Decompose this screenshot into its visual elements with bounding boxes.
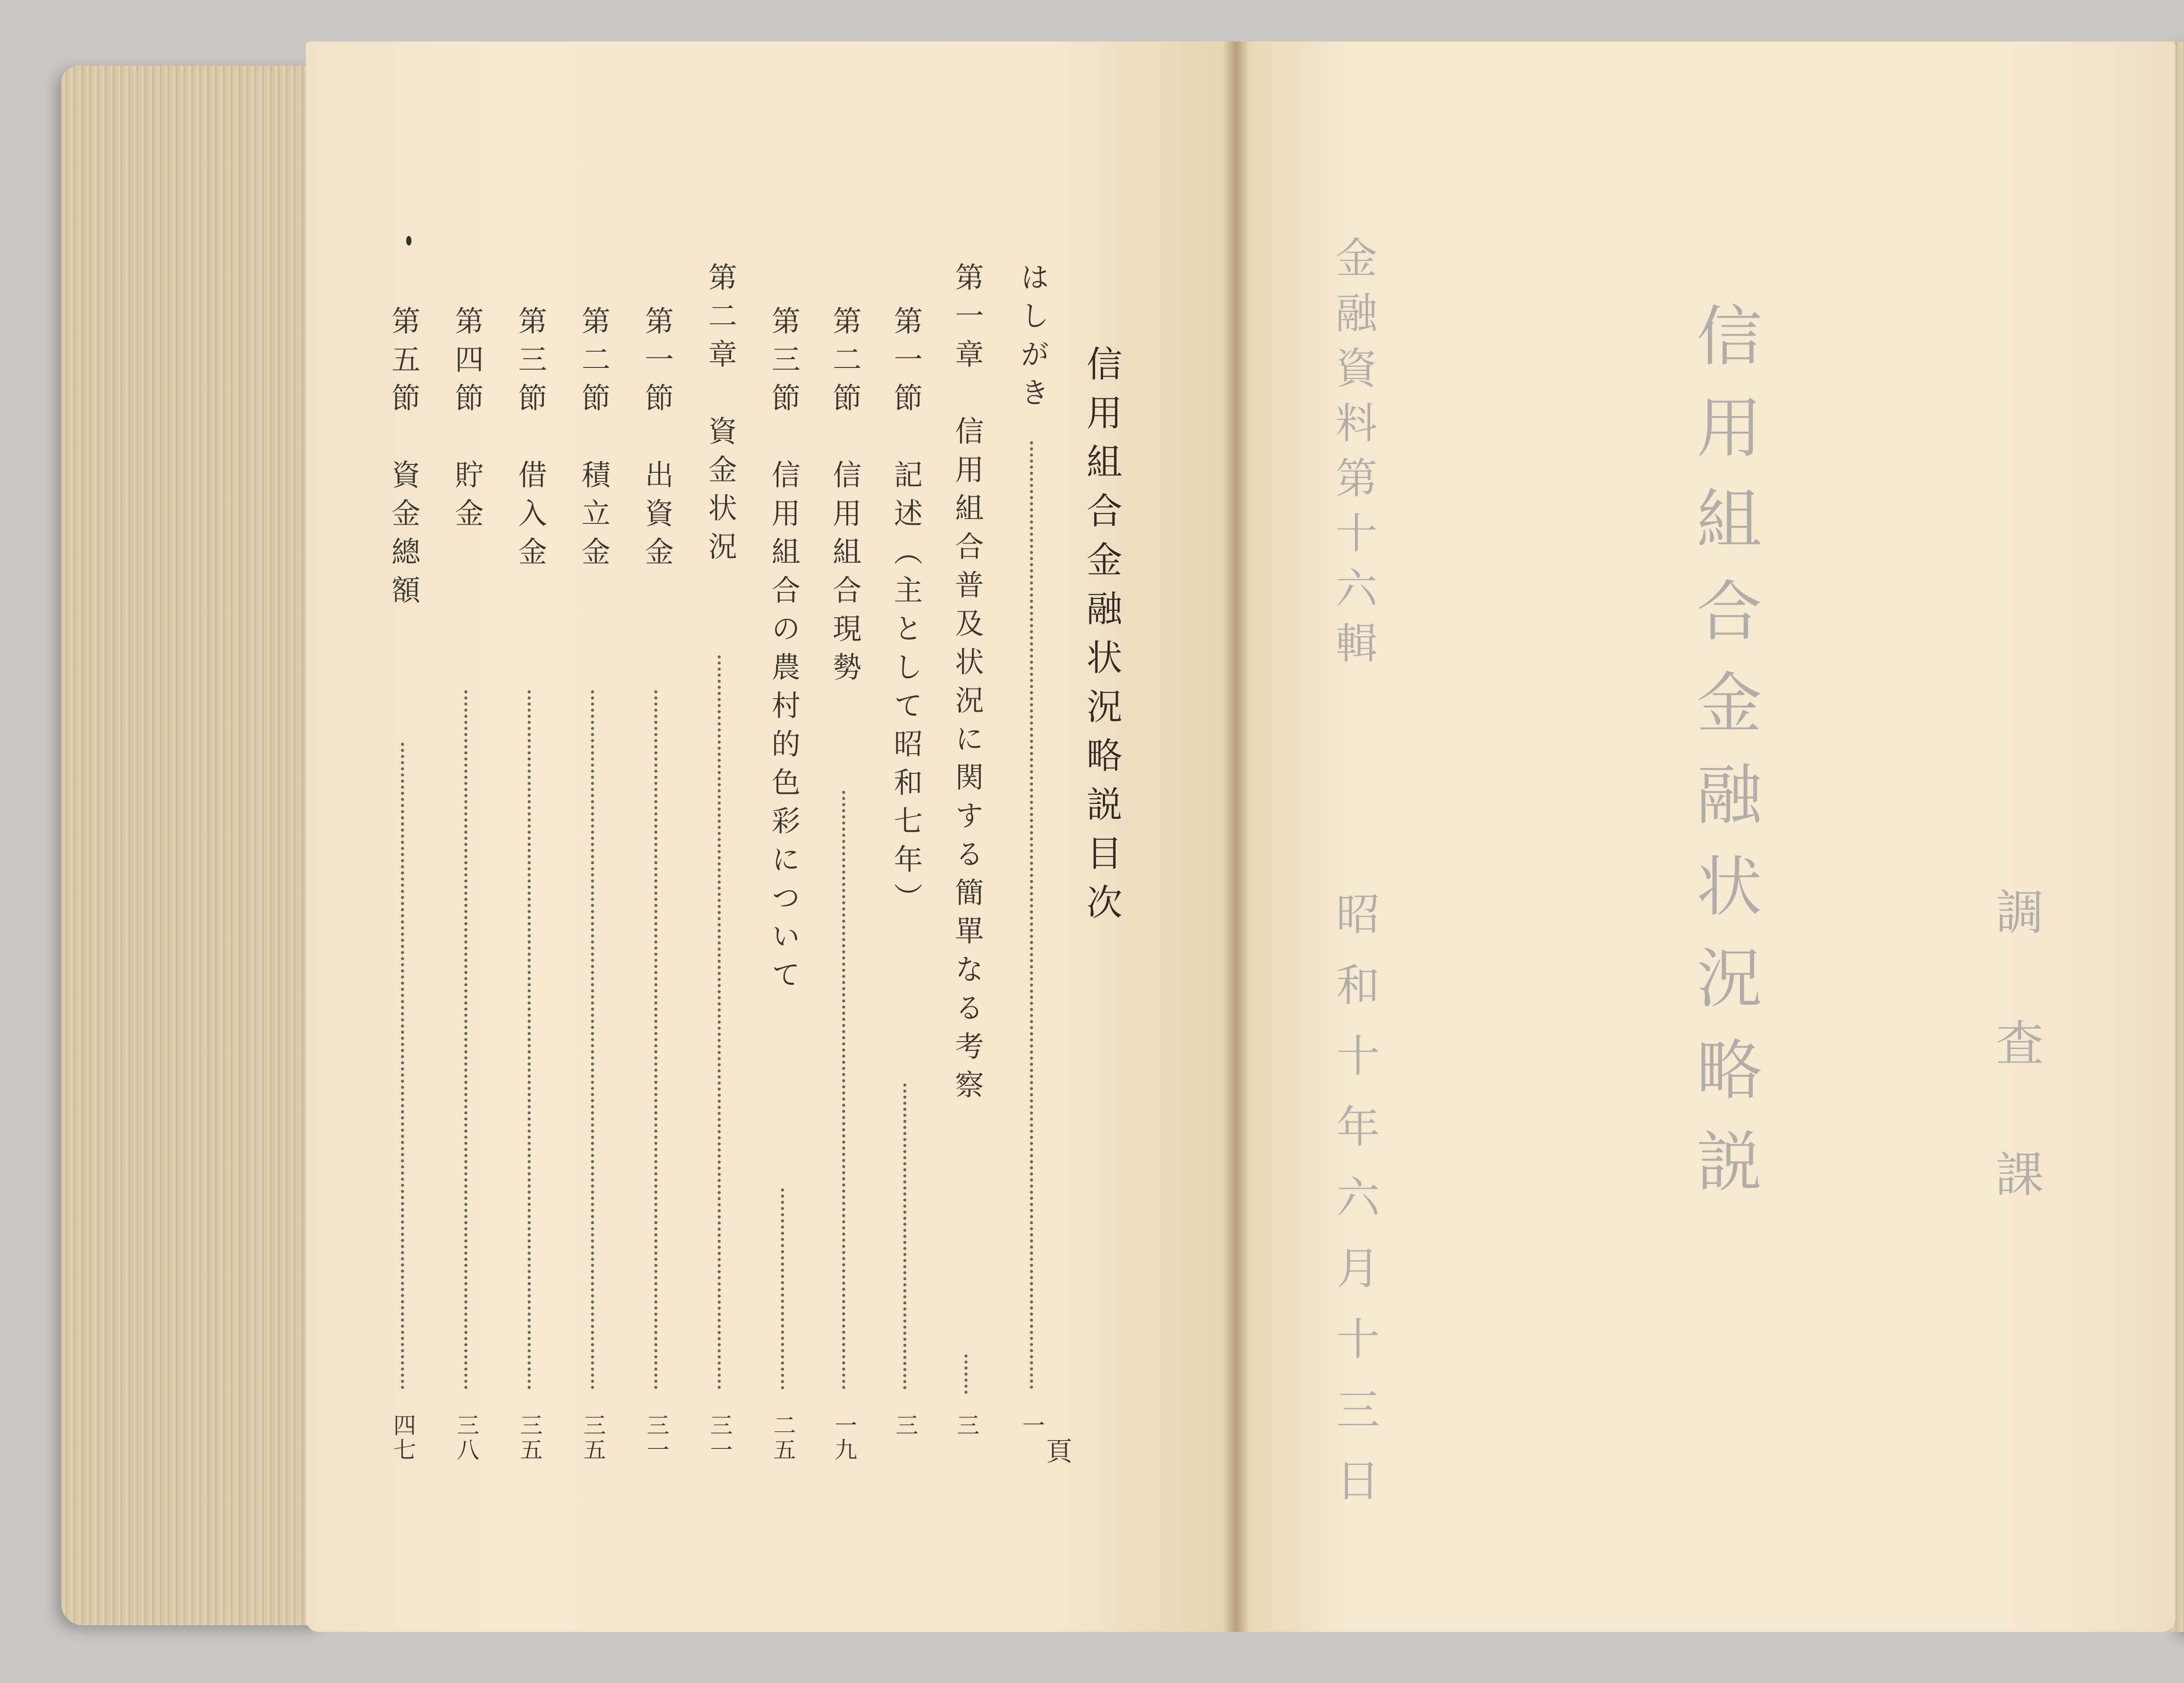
series-name: 金融資料第十六輯 bbox=[1329, 236, 1378, 676]
toc-page-number: 三一 bbox=[643, 1413, 669, 1462]
toc-page-number: 三五 bbox=[579, 1413, 605, 1462]
leader-dots bbox=[1030, 441, 1033, 1389]
toc-page-number: 三八 bbox=[453, 1413, 479, 1462]
toc-entry-ch2-sec4: 第四節 貯金 bbox=[450, 306, 484, 537]
leader-dots bbox=[591, 690, 594, 1389]
toc-title: 信用組合金融状況略説目次 bbox=[1081, 345, 1122, 932]
leader-dots bbox=[718, 655, 721, 1389]
leader-dots bbox=[528, 690, 531, 1389]
publisher: 調査課 bbox=[1988, 887, 2044, 1280]
toc-entry-ch2-sec1: 第一節 出資金 bbox=[640, 306, 674, 575]
toc-entry-ch1-sec1: 第一節 記述（主として昭和七年） bbox=[889, 306, 923, 921]
toc-page-number: 三五 bbox=[516, 1413, 542, 1462]
ink-speck bbox=[406, 236, 411, 246]
toc-entry-ch2-sec5: 第五節 資金總額 bbox=[387, 306, 420, 613]
toc-entry-ch2-sec3: 第三節 借入金 bbox=[513, 306, 547, 575]
leader-dots bbox=[842, 791, 845, 1389]
leader-dots bbox=[654, 690, 657, 1389]
leader-dots bbox=[781, 1188, 784, 1389]
page-header-mark: 頁 bbox=[1042, 1437, 1072, 1473]
publication-date: 昭和十年六月十三日 bbox=[1329, 891, 1380, 1528]
toc-entry-chapter-1: 第一章 信用組合普及状況に関する簡單なる考察 bbox=[950, 262, 984, 1108]
leader-dots bbox=[964, 1354, 968, 1394]
toc-page-number: 二五 bbox=[769, 1413, 795, 1462]
leader-dots bbox=[464, 690, 467, 1389]
toc-page-number: 三 bbox=[953, 1413, 979, 1438]
toc-page-number: 三 bbox=[892, 1413, 918, 1438]
toc-entry-ch1-sec2: 第二節 信用組合現勢 bbox=[828, 306, 861, 690]
toc-entry-chapter-2: 第二章 資金状況 bbox=[703, 262, 737, 570]
toc-entry-ch1-sec3: 第三節 信用組合の農村的色彩について bbox=[767, 306, 800, 998]
leader-dots bbox=[903, 1084, 906, 1389]
toc-entry-preface: はしがき bbox=[1016, 262, 1049, 416]
book-title: 信用組合金融状況略説 bbox=[1685, 301, 1761, 1219]
toc-page-number: 三一 bbox=[706, 1413, 732, 1462]
book-gutter bbox=[1223, 42, 1249, 1632]
toc-page-number: 一九 bbox=[830, 1413, 857, 1462]
toc-entry-ch2-sec2: 第二節 積立金 bbox=[577, 306, 610, 575]
left-page-edges bbox=[61, 66, 323, 1625]
leader-dots bbox=[401, 743, 404, 1389]
toc-page-number: 一 bbox=[1018, 1413, 1044, 1438]
toc-page-number: 四七 bbox=[389, 1413, 415, 1462]
